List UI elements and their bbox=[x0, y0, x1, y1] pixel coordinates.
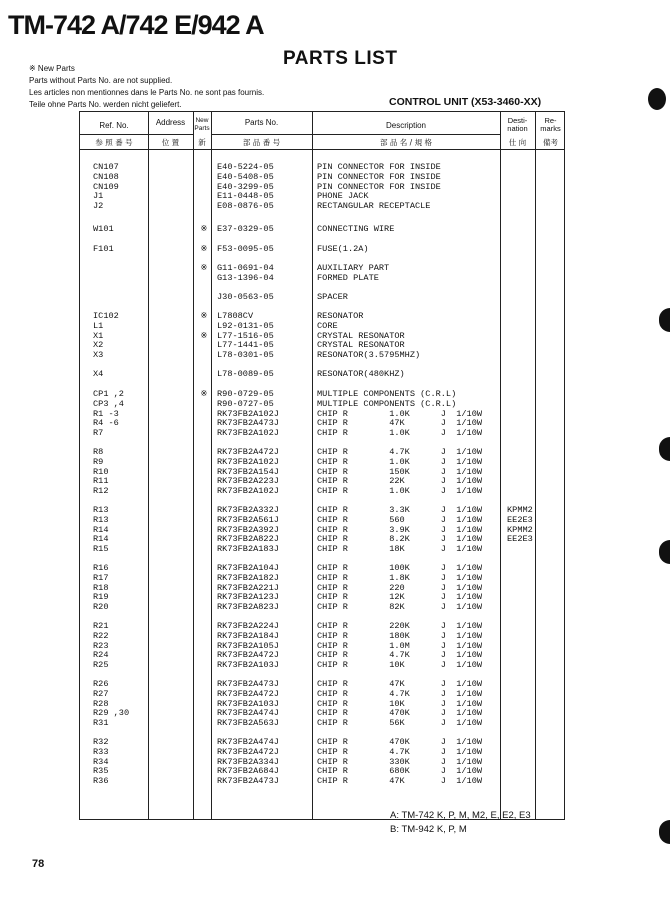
header-parts: Parts No. bbox=[244, 118, 279, 127]
unit-title: CONTROL UNIT (X53-3460-XX) bbox=[389, 96, 542, 108]
header-destination: Desti- nation bbox=[507, 116, 528, 133]
cell-part-number: RK73FB2A474J bbox=[217, 737, 279, 747]
header-parts-jp: 部 品 番 号 bbox=[242, 138, 281, 147]
cell-part-number: RK73FB2A473J bbox=[217, 776, 279, 787]
cell-destination: EE2E3 bbox=[507, 514, 533, 525]
cell-ref: R36 bbox=[93, 776, 109, 787]
cell-ref: R28 bbox=[93, 698, 109, 709]
cell-ref: R33 bbox=[93, 746, 109, 757]
cell-part-number: L78-0089-05 bbox=[217, 369, 274, 379]
cell-description: RESONATOR bbox=[317, 311, 364, 321]
cell-ref: R13 bbox=[93, 505, 109, 515]
page-number: 78 bbox=[32, 858, 45, 870]
cell-ref: R25 bbox=[93, 660, 109, 671]
cell-part-number: L92-0131-05 bbox=[217, 320, 274, 331]
cell-description: CHIP R 18K J 1/10W bbox=[317, 544, 483, 555]
cell-description: PIN CONNECTOR FOR INSIDE bbox=[317, 162, 441, 172]
legend-line-a: A: TM-742 K, P, M, M2, E, E2, E3 bbox=[390, 810, 531, 821]
cell-ref: R1 -3 bbox=[93, 408, 119, 419]
table-row bbox=[80, 274, 566, 284]
cell-description: FUSE(1.2A) bbox=[317, 244, 369, 254]
cell-description: CHIP R 47K J 1/10W bbox=[317, 776, 483, 787]
cell-ref: R29 ,30 bbox=[93, 708, 130, 719]
cell-part-number: RK73FB2A822J bbox=[217, 534, 279, 545]
header-address-jp: 位 置 bbox=[161, 138, 180, 147]
cell-part-number: F53-0095-05 bbox=[217, 244, 274, 254]
table-row bbox=[80, 245, 566, 255]
destination-legend bbox=[390, 809, 531, 837]
cell-part-number: RK73FB2A221J bbox=[217, 582, 279, 593]
cell-description: CHIP R 47K J 1/10W bbox=[317, 679, 483, 689]
notes-block bbox=[29, 63, 264, 111]
cell-ref: R26 bbox=[93, 679, 109, 689]
cell-ref: R27 bbox=[93, 688, 109, 699]
cell-part-number: G11-0691-04 bbox=[217, 263, 274, 273]
cell-ref: R11 bbox=[93, 476, 109, 487]
cell-description: CHIP R 3.3K J 1/10W bbox=[317, 505, 483, 515]
note-new-parts: ※ New Parts bbox=[29, 64, 75, 73]
binder-tab-mark bbox=[659, 820, 670, 844]
cell-description: CORE bbox=[317, 320, 338, 331]
cell-ref: CN107 bbox=[93, 162, 119, 172]
cell-description: AUXILIARY PART bbox=[317, 263, 390, 273]
header-ref-jp: 参 照 番 号 bbox=[95, 138, 133, 147]
cell-new-mark: ※ bbox=[200, 244, 208, 254]
cell-ref: CP3 ,4 bbox=[93, 398, 124, 409]
cell-description: CHIP R 47K J 1/10W bbox=[317, 418, 483, 429]
cell-ref: R18 bbox=[93, 582, 109, 593]
note-german: Teile ohne Parts No. werden nicht geliefert. bbox=[29, 100, 182, 109]
table-row bbox=[80, 429, 566, 439]
cell-ref: R22 bbox=[93, 630, 109, 641]
cell-description: CHIP R 150K J 1/10W bbox=[317, 466, 483, 477]
cell-ref: R14 bbox=[93, 534, 109, 545]
cell-description: CHIP R 1.0K J 1/10W bbox=[317, 486, 483, 497]
table-row bbox=[80, 777, 566, 787]
cell-new-mark: ※ bbox=[200, 263, 208, 273]
cell-ref: L1 bbox=[93, 320, 104, 331]
cell-description: CHIP R 470K J 1/10W bbox=[317, 737, 483, 747]
cell-ref: R34 bbox=[93, 756, 109, 767]
table-row bbox=[80, 661, 566, 671]
cell-ref: R32 bbox=[93, 737, 109, 747]
parts-table bbox=[79, 111, 565, 820]
cell-description: CHIP R 470K J 1/10W bbox=[317, 708, 483, 719]
cell-description: CHIP R 4.7K J 1/10W bbox=[317, 447, 483, 457]
cell-destination: EE2E3 bbox=[507, 534, 533, 545]
cell-part-number: RK73FB2A103J bbox=[217, 660, 279, 671]
cell-ref: X1 bbox=[93, 330, 104, 341]
note-french: Les articles non mentionnes dans le Parts No. ne sont pas fournis. bbox=[29, 88, 265, 97]
header-new-jp: 新 bbox=[198, 138, 206, 147]
cell-destination: KPMM2 bbox=[507, 505, 533, 515]
cell-part-number: L77-1441-05 bbox=[217, 340, 274, 351]
cell-part-number: RK73FB2A102J bbox=[217, 456, 279, 467]
cell-ref: J2 bbox=[93, 201, 104, 212]
header-ref: Ref. No. bbox=[99, 121, 129, 130]
cell-description: SPACER bbox=[317, 292, 348, 302]
cell-description: MULTIPLE COMPONENTS (C.R.L) bbox=[317, 389, 457, 399]
cell-part-number: RK73FB2A472J bbox=[217, 447, 279, 457]
cell-ref: R4 -6 bbox=[93, 418, 119, 429]
cell-part-number: R90-0727-05 bbox=[217, 398, 274, 409]
cell-part-number: RK73FB2A334J bbox=[217, 756, 279, 767]
cell-part-number: RK73FB2A223J bbox=[217, 476, 279, 487]
cell-ref: CP1 ,2 bbox=[93, 389, 124, 399]
cell-ref: R17 bbox=[93, 572, 109, 583]
cell-part-number: RK73FB2A561J bbox=[217, 514, 279, 525]
cell-description: RECTANGULAR RECEPTACLE bbox=[317, 201, 431, 212]
cell-part-number: RK73FB2A332J bbox=[217, 505, 279, 515]
cell-part-number: RK73FB2A182J bbox=[217, 572, 279, 583]
cell-description: CHIP R 3.9K J 1/10W bbox=[317, 524, 483, 535]
cell-part-number: E37-0329-05 bbox=[217, 224, 274, 234]
cell-description: CHIP R 56K J 1/10W bbox=[317, 718, 483, 729]
cell-description: MULTIPLE COMPONENTS (C.R.L) bbox=[317, 398, 457, 409]
binder-tab-mark bbox=[659, 437, 670, 461]
cell-description: PIN CONNECTOR FOR INSIDE bbox=[317, 171, 441, 182]
cell-part-number: RK73FB2A472J bbox=[217, 688, 279, 699]
header-destination-jp: 仕 向 bbox=[508, 138, 527, 147]
cell-description: RESONATOR(3.5795MHZ) bbox=[317, 350, 421, 361]
cell-ref: X4 bbox=[93, 369, 104, 379]
cell-part-number: RK73FB2A184J bbox=[217, 630, 279, 641]
note-english: Parts without Parts No. are not supplied. bbox=[29, 76, 173, 85]
cell-part-number: RK73FB2A473J bbox=[217, 418, 279, 429]
cell-part-number: RK73FB2A102J bbox=[217, 408, 279, 419]
cell-description: CHIP R 82K J 1/10W bbox=[317, 602, 483, 613]
cell-description: CHIP R 1.0K J 1/10W bbox=[317, 428, 483, 439]
cell-part-number: RK73FB2A684J bbox=[217, 766, 279, 777]
binder-tab-mark bbox=[659, 308, 670, 332]
cell-description: CHIP R 220 J 1/10W bbox=[317, 582, 483, 593]
cell-part-number: RK73FB2A472J bbox=[217, 650, 279, 661]
cell-part-number: RK73FB2A474J bbox=[217, 708, 279, 719]
cell-ref: R19 bbox=[93, 592, 109, 603]
cell-description: CHIP R 220K J 1/10W bbox=[317, 621, 483, 631]
cell-ref: CN108 bbox=[93, 171, 119, 182]
table-row bbox=[80, 603, 566, 613]
cell-ref: R8 bbox=[93, 447, 104, 457]
cell-ref: R14 bbox=[93, 524, 109, 535]
cell-description: CHIP R 4.7K J 1/10W bbox=[317, 746, 483, 757]
cell-description: CHIP R 100K J 1/10W bbox=[317, 563, 483, 573]
table-row bbox=[80, 293, 566, 303]
header-new: New Parts bbox=[194, 117, 210, 132]
cell-part-number: E40-5408-05 bbox=[217, 171, 274, 182]
cell-description: CRYSTAL RESONATOR bbox=[317, 330, 405, 341]
header-remarks: Re- marks bbox=[540, 116, 561, 133]
table-row bbox=[80, 202, 566, 212]
cell-part-number: RK73FB2A563J bbox=[217, 718, 279, 729]
header-remarks-jp: 備考 bbox=[543, 138, 558, 147]
cell-part-number: RK73FB2A105J bbox=[217, 640, 279, 651]
cell-description: CHIP R 1.0K J 1/10W bbox=[317, 456, 483, 467]
cell-description: FORMED PLATE bbox=[317, 272, 379, 283]
cell-description: CHIP R 560 J 1/10W bbox=[317, 514, 483, 525]
cell-ref: R35 bbox=[93, 766, 109, 777]
cell-ref: R16 bbox=[93, 563, 109, 573]
cell-description: RESONATOR(480KHZ) bbox=[317, 369, 405, 379]
cell-ref: R7 bbox=[93, 428, 104, 439]
cell-part-number: RK73FB2A104J bbox=[217, 563, 279, 573]
cell-ref: R24 bbox=[93, 650, 109, 661]
cell-part-number: E40-3299-05 bbox=[217, 181, 274, 192]
table-row bbox=[80, 487, 566, 497]
cell-part-number: RK73FB2A102J bbox=[217, 428, 279, 439]
cell-ref: R9 bbox=[93, 456, 104, 467]
cell-new-mark: ※ bbox=[200, 330, 208, 341]
cell-ref: R31 bbox=[93, 718, 109, 729]
cell-new-mark: ※ bbox=[200, 224, 208, 234]
cell-new-mark: ※ bbox=[200, 389, 208, 399]
cell-new-mark: ※ bbox=[200, 311, 208, 321]
cell-destination: KPMM2 bbox=[507, 524, 533, 535]
binder-tab-mark bbox=[659, 540, 670, 564]
cell-part-number: J30-0563-05 bbox=[217, 292, 274, 302]
table-row bbox=[80, 545, 566, 555]
cell-description: CHIP R 8.2K J 1/10W bbox=[317, 534, 483, 545]
cell-part-number: L7808CV bbox=[217, 311, 254, 321]
cell-part-number: RK73FB2A473J bbox=[217, 679, 279, 689]
cell-part-number: E08-0876-05 bbox=[217, 201, 274, 212]
cell-part-number: RK73FB2A102J bbox=[217, 486, 279, 497]
cell-description: CONNECTING WIRE bbox=[317, 224, 395, 234]
cell-part-number: RK73FB2A103J bbox=[217, 698, 279, 709]
cell-description: CHIP R 1.8K J 1/10W bbox=[317, 572, 483, 583]
cell-description: CHIP R 10K J 1/10W bbox=[317, 698, 483, 709]
cell-ref: R21 bbox=[93, 621, 109, 631]
table-row bbox=[80, 351, 566, 361]
cell-ref: W101 bbox=[93, 224, 114, 234]
cell-ref: X3 bbox=[93, 350, 104, 361]
cell-ref: R15 bbox=[93, 544, 109, 555]
cell-ref: CN109 bbox=[93, 181, 119, 192]
cell-ref: R13 bbox=[93, 514, 109, 525]
binder-hole-mark bbox=[648, 88, 666, 110]
cell-description: CHIP R 1.0M J 1/10W bbox=[317, 640, 483, 651]
cell-ref: X2 bbox=[93, 340, 104, 351]
table-row bbox=[80, 370, 566, 380]
cell-description: CHIP R 4.7K J 1/10W bbox=[317, 650, 483, 661]
cell-part-number: RK73FB2A154J bbox=[217, 466, 279, 477]
cell-description: CHIP R 330K J 1/10W bbox=[317, 756, 483, 767]
legend-line-b: B: TM-942 K, P, M bbox=[390, 824, 467, 835]
cell-description: CHIP R 180K J 1/10W bbox=[317, 630, 483, 641]
cell-ref: R10 bbox=[93, 466, 109, 477]
table-row bbox=[80, 719, 566, 729]
cell-description: CHIP R 1.0K J 1/10W bbox=[317, 408, 483, 419]
cell-part-number: RK73FB2A472J bbox=[217, 746, 279, 757]
cell-part-number: R90-0729-05 bbox=[217, 389, 274, 399]
model-title: TM-742 A/742 E/942 A bbox=[8, 10, 264, 40]
cell-description: CHIP R 22K J 1/10W bbox=[317, 476, 483, 487]
cell-description: PIN CONNECTOR FOR INSIDE bbox=[317, 181, 441, 192]
cell-ref: R12 bbox=[93, 486, 109, 497]
cell-description: CHIP R 10K J 1/10W bbox=[317, 660, 483, 671]
cell-part-number: RK73FB2A183J bbox=[217, 544, 279, 555]
cell-ref: F101 bbox=[93, 244, 114, 254]
cell-description: PHONE JACK bbox=[317, 191, 369, 202]
header-description-jp: 部 品 名 / 規 格 bbox=[380, 138, 432, 147]
cell-part-number: RK73FB2A123J bbox=[217, 592, 279, 603]
cell-part-number: G13-1396-04 bbox=[217, 272, 274, 283]
page-title: PARTS LIST bbox=[283, 48, 398, 69]
cell-part-number: E40-5224-05 bbox=[217, 162, 274, 172]
cell-ref: J1 bbox=[93, 191, 104, 202]
header-description: Description bbox=[385, 121, 426, 130]
cell-part-number: RK73FB2A823J bbox=[217, 602, 279, 613]
cell-ref: R20 bbox=[93, 602, 109, 613]
cell-ref: R23 bbox=[93, 640, 109, 651]
cell-part-number: L77-1516-05 bbox=[217, 330, 274, 341]
cell-description: CHIP R 12K J 1/10W bbox=[317, 592, 483, 603]
cell-part-number: RK73FB2A224J bbox=[217, 621, 279, 631]
cell-description: CRYSTAL RESONATOR bbox=[317, 340, 405, 351]
cell-ref: IC102 bbox=[93, 311, 119, 321]
cell-description: CHIP R 4.7K J 1/10W bbox=[317, 688, 483, 699]
cell-part-number: L78-0301-05 bbox=[217, 350, 274, 361]
cell-part-number: E11-0448-05 bbox=[217, 191, 274, 202]
cell-description: CHIP R 680K J 1/10W bbox=[317, 766, 483, 777]
table-row bbox=[80, 225, 566, 235]
header-address: Address bbox=[155, 118, 186, 127]
cell-part-number: RK73FB2A392J bbox=[217, 524, 279, 535]
